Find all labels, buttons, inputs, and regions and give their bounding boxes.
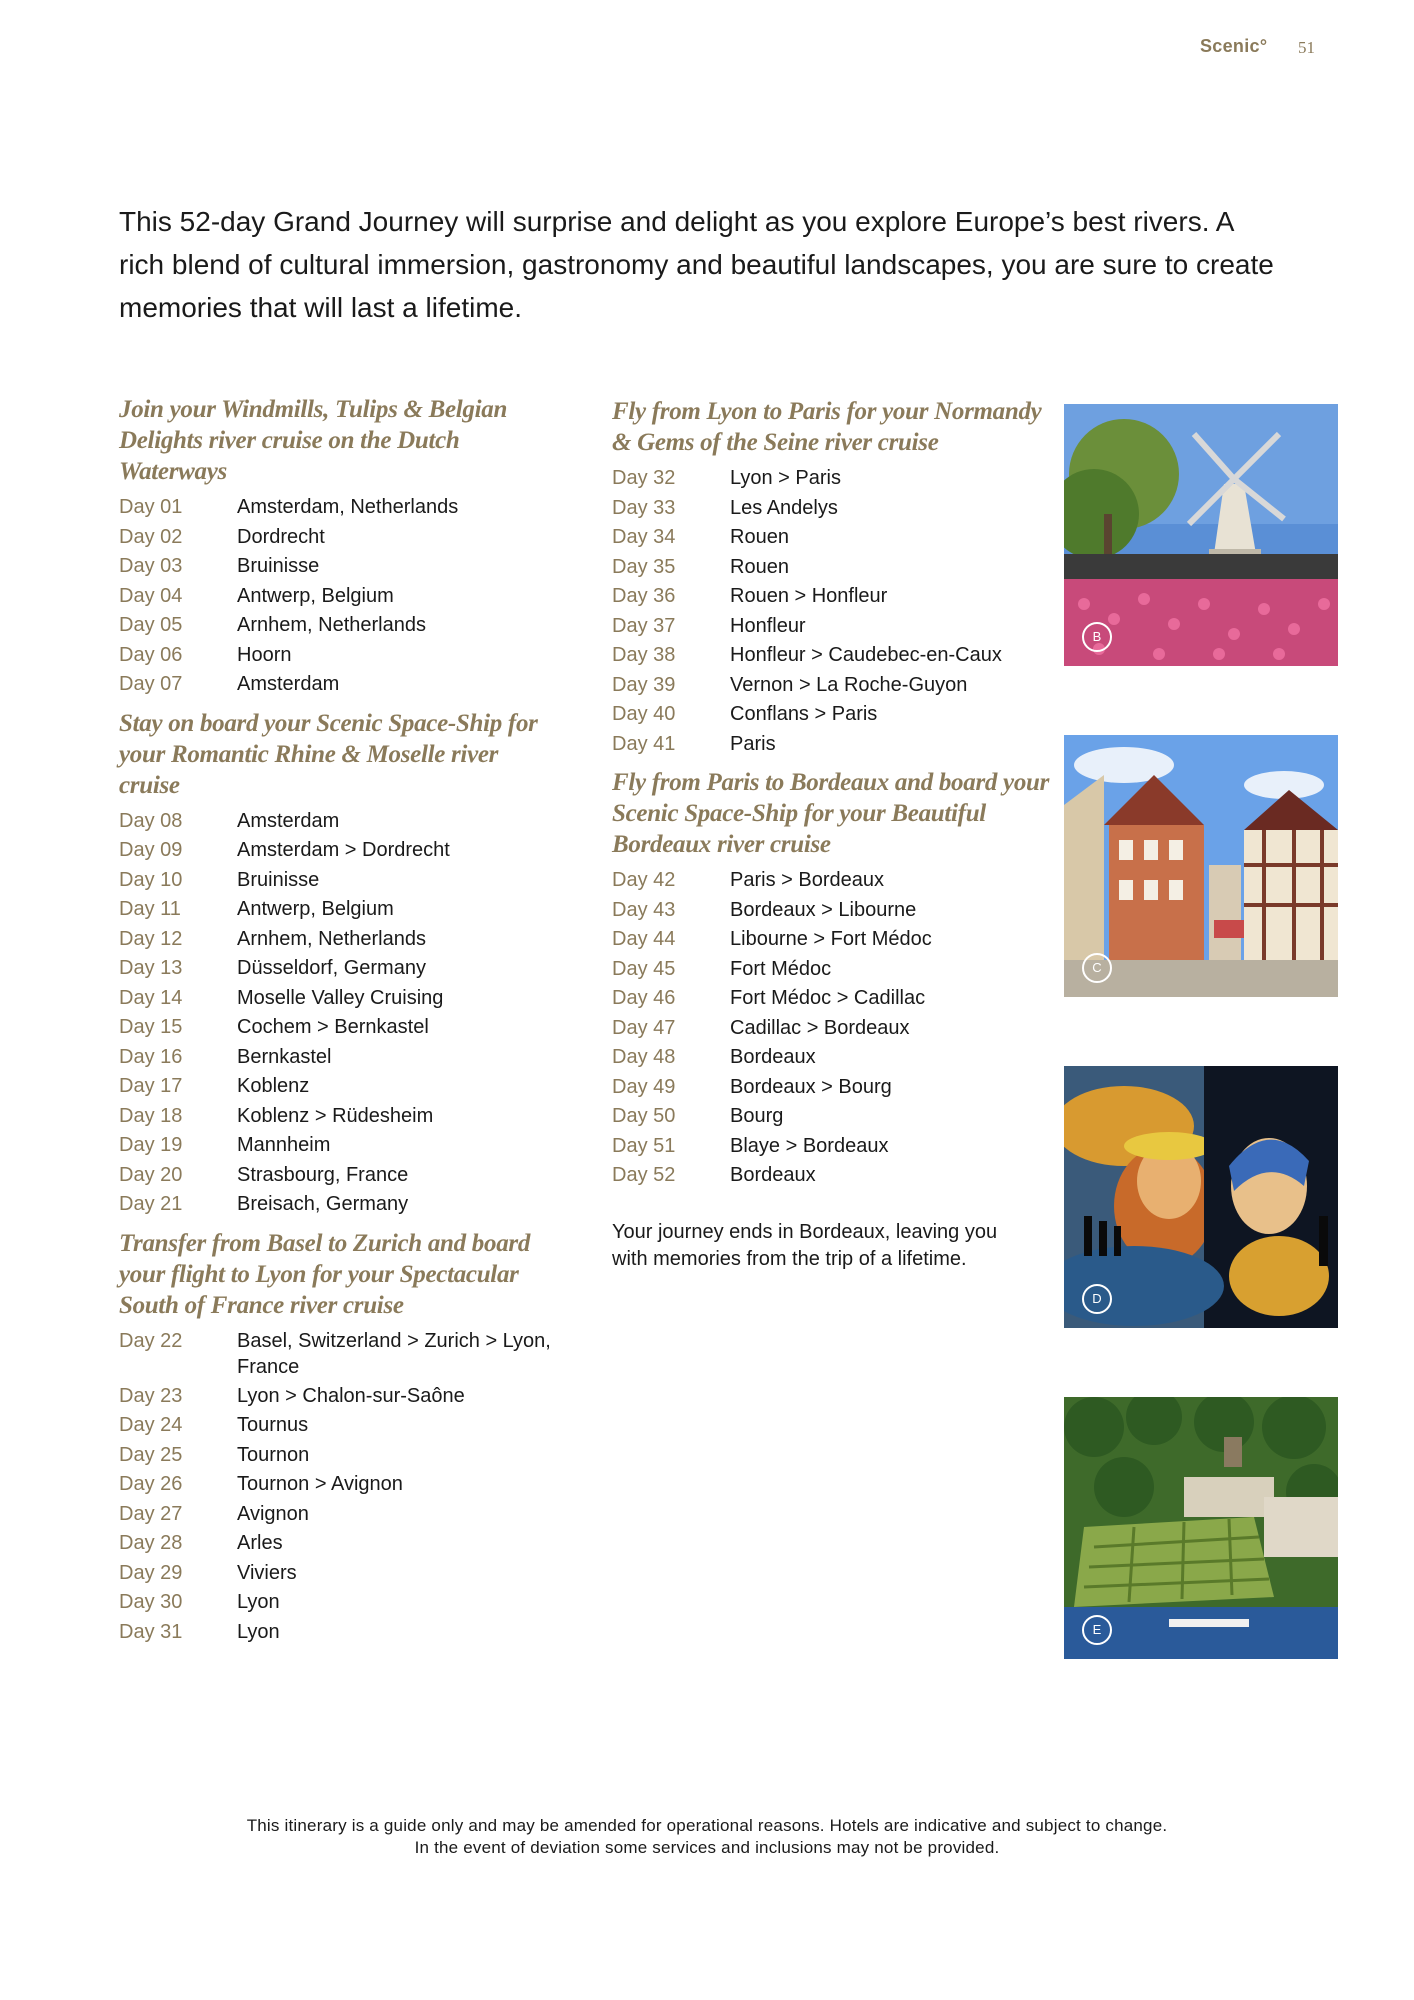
photo-badge: B — [1082, 622, 1112, 652]
day-destination: Tournon > Avignon — [237, 1473, 403, 1495]
itinerary-day-row — [612, 1132, 1052, 1162]
section-title: Join your Windmills, Tulips & Belgian Delights river cruise on the Dutch Waterways — [119, 396, 508, 485]
day-label: Day 13 — [119, 957, 183, 979]
itinerary-day-row — [119, 1327, 559, 1382]
day-list — [119, 807, 559, 1220]
day-label: Day 28 — [119, 1532, 183, 1554]
day-label: Day 19 — [119, 1134, 183, 1156]
itinerary-column-left — [119, 394, 559, 1655]
day-label: Day 06 — [119, 643, 183, 666]
day-label: Day 29 — [119, 1561, 183, 1584]
day-destination: Koblenz — [237, 1075, 310, 1097]
itinerary-day-row — [119, 1131, 559, 1161]
itinerary-day-row — [119, 552, 559, 582]
section-title: Fly from Paris to Bordeaux and board your Scenic Space-Ship for your Beautiful Bordeaux river cruise — [612, 769, 1050, 858]
itinerary-day-row — [612, 523, 1052, 553]
day-destination: Libourne > Fort Médoc — [730, 928, 932, 950]
itinerary-day-row — [612, 1014, 1052, 1044]
disclaimer-line-2: In the event of deviation some services and inclusions may not be provided. — [414, 1838, 1000, 1857]
itinerary-day-row — [119, 1588, 559, 1618]
itinerary-day-row — [612, 984, 1052, 1014]
itinerary-day-row — [119, 1500, 559, 1530]
day-destination: Bordeaux > Bourg — [730, 1075, 892, 1098]
itinerary-day-row — [119, 1441, 559, 1471]
photo-aerial-river — [1064, 1397, 1338, 1659]
photo-badge: E — [1082, 1615, 1112, 1645]
photo-badge: D — [1082, 1284, 1112, 1314]
itinerary-day-row — [119, 807, 559, 837]
itinerary-day-row — [119, 1529, 559, 1559]
day-destination: Paris — [730, 732, 776, 755]
itinerary-day-row — [612, 553, 1052, 583]
day-destination: Strasbourg, France — [237, 1163, 409, 1186]
itinerary-day-row — [119, 1559, 559, 1589]
day-label: Day 39 — [612, 673, 676, 696]
day-destination: Fort Médoc — [730, 957, 832, 980]
day-destination: Arnhem, Netherlands — [237, 614, 426, 636]
day-destination: Moselle Valley Cruising — [237, 986, 444, 1009]
day-label: Day 40 — [612, 703, 676, 725]
day-destination: Amsterdam — [237, 809, 340, 832]
itinerary-day-row — [119, 1411, 559, 1441]
photo-immersive-art — [1064, 1066, 1338, 1328]
day-destination: Bourg — [730, 1105, 784, 1127]
day-label: Day 35 — [612, 555, 676, 578]
day-label: Day 45 — [612, 957, 676, 980]
section-4 — [612, 396, 1052, 759]
section-5 — [612, 767, 1052, 1191]
section-3 — [119, 1228, 559, 1648]
itinerary-day-row — [119, 1072, 559, 1102]
day-label: Day 36 — [612, 585, 676, 607]
day-destination: Bernkastel — [237, 1045, 332, 1068]
itinerary-day-row — [119, 954, 559, 984]
day-label: Day 48 — [612, 1046, 676, 1068]
day-label: Day 49 — [612, 1075, 676, 1098]
day-label: Day 17 — [119, 1075, 183, 1097]
day-label: Day 42 — [612, 869, 676, 891]
itinerary-day-row — [119, 1013, 559, 1043]
disclaimer-line-1: This itinerary is a guide only and may be amended for operational reasons. Hotels are indicative and subject to change. — [246, 1816, 1168, 1835]
itinerary-day-row — [119, 1190, 559, 1220]
day-destination: Avignon — [237, 1502, 309, 1525]
day-destination: Breisach, Germany — [237, 1193, 409, 1215]
itinerary-day-row — [612, 1161, 1052, 1191]
itinerary-day-row — [612, 1102, 1052, 1132]
itinerary-day-row — [612, 671, 1052, 701]
day-label: Day 31 — [119, 1620, 183, 1643]
day-label: Day 10 — [119, 868, 183, 891]
day-list — [612, 464, 1052, 759]
disclaimer-footer — [0, 1815, 1414, 1859]
itinerary-day-row — [119, 984, 559, 1014]
day-label: Day 38 — [612, 644, 676, 666]
day-destination: Rouen — [730, 555, 789, 578]
day-destination: Honfleur — [730, 614, 806, 637]
day-destination: Mannheim — [237, 1134, 331, 1156]
itinerary-day-row — [119, 895, 559, 925]
day-label: Day 22 — [119, 1329, 183, 1352]
day-list — [119, 1327, 559, 1648]
day-label: Day 20 — [119, 1163, 183, 1186]
day-label: Day 25 — [119, 1443, 183, 1466]
day-label: Day 02 — [119, 525, 183, 548]
day-label: Day 05 — [119, 614, 183, 636]
itinerary-day-row — [612, 955, 1052, 985]
day-list — [119, 493, 559, 700]
itinerary-day-row — [119, 1618, 559, 1648]
day-destination: Bruinisse — [237, 868, 320, 891]
itinerary-day-row — [612, 464, 1052, 494]
itinerary-day-row — [119, 1382, 559, 1412]
day-destination: Bruinisse — [237, 555, 320, 577]
day-label: Day 50 — [612, 1105, 676, 1127]
day-label: Day 07 — [119, 673, 183, 695]
day-label: Day 30 — [119, 1591, 183, 1613]
day-destination: Vernon > La Roche-Guyon — [730, 673, 968, 696]
day-label: Day 04 — [119, 584, 183, 607]
day-label: Day 12 — [119, 927, 183, 950]
day-destination: Basel, Switzerland > Zurich > Lyon, France — [237, 1329, 551, 1378]
day-label: Day 37 — [612, 614, 676, 637]
day-destination: Honfleur > Caudebec-en-Caux — [730, 644, 1002, 666]
itinerary-day-row — [119, 1102, 559, 1132]
itinerary-day-row — [612, 1073, 1052, 1103]
day-label: Day 11 — [119, 898, 181, 920]
day-label: Day 33 — [612, 496, 676, 519]
day-destination: Rouen — [730, 526, 789, 548]
day-destination: Bordeaux — [730, 1164, 816, 1186]
day-destination: Amsterdam — [237, 673, 340, 695]
day-label: Day 47 — [612, 1016, 676, 1039]
day-destination: Lyon > Paris — [730, 467, 841, 489]
brand-name: Scenic° — [1200, 36, 1268, 56]
day-destination: Fort Médoc > Cadillac — [730, 987, 926, 1009]
intro-paragraph: This 52-day Grand Journey will surprise and delight as you explore Europe’s best rivers. A rich blend of cultural immersion, gastronomy and beautiful landscapes, you are sure to create memories that will last a lifetime. — [119, 206, 1274, 323]
itinerary-day-row — [612, 582, 1052, 612]
itinerary-day-row — [119, 670, 559, 700]
day-label: Day 32 — [612, 467, 676, 489]
day-destination: Viviers — [237, 1561, 297, 1584]
day-destination: Bordeaux > Libourne — [730, 898, 917, 921]
itinerary-day-row — [119, 523, 559, 553]
itinerary-day-row — [612, 866, 1052, 896]
day-destination: Amsterdam, Netherlands — [237, 496, 459, 518]
day-label: Day 21 — [119, 1193, 183, 1215]
day-label: Day 46 — [612, 987, 676, 1009]
day-destination: Les Andelys — [730, 496, 838, 519]
day-destination: Blaye > Bordeaux — [730, 1134, 889, 1157]
day-label: Day 16 — [119, 1045, 183, 1068]
itinerary-day-row — [612, 700, 1052, 730]
section-title: Transfer from Basel to Zurich and board your flight to Lyon for your Spectacular South of France river cruise — [119, 1229, 531, 1319]
day-label: Day 43 — [612, 898, 676, 921]
day-destination: Tournus — [237, 1414, 309, 1436]
itinerary-day-row — [119, 493, 559, 523]
photo-windmill-tulips — [1064, 404, 1338, 666]
day-label: Day 03 — [119, 555, 183, 577]
day-label: Day 08 — [119, 809, 183, 832]
day-label: Day 14 — [119, 986, 183, 1009]
itinerary-day-row — [119, 1161, 559, 1191]
photo-half-timbered-town — [1064, 735, 1338, 997]
day-destination: Antwerp, Belgium — [237, 584, 394, 607]
itinerary-day-row — [119, 836, 559, 866]
day-destination: Dordrecht — [237, 525, 325, 548]
itinerary-day-row — [119, 611, 559, 641]
day-destination: Düsseldorf, Germany — [237, 957, 426, 979]
section-2 — [119, 708, 559, 1220]
itinerary-day-row — [612, 494, 1052, 524]
itinerary-day-row — [612, 925, 1052, 955]
itinerary-day-row — [119, 1470, 559, 1500]
itinerary-day-row — [119, 1043, 559, 1073]
day-destination: Paris > Bordeaux — [730, 869, 884, 891]
day-destination: Lyon — [237, 1591, 280, 1613]
itinerary-day-row — [612, 896, 1052, 926]
section-title: Fly from Lyon to Paris for your Normandy & Gems of the Seine river cruise — [612, 398, 1042, 456]
itinerary-day-row — [612, 1043, 1052, 1073]
itinerary-day-row — [612, 612, 1052, 642]
day-destination: Bordeaux — [730, 1046, 816, 1068]
day-list — [612, 866, 1052, 1191]
photo-badge: C — [1082, 953, 1112, 983]
section-title: Stay on board your Scenic Space-Ship for your Romantic Rhine & Moselle river cruise — [119, 709, 538, 799]
day-label: Day 23 — [119, 1384, 183, 1407]
day-destination: Lyon > Chalon-sur-Saône — [237, 1384, 465, 1407]
day-label: Day 44 — [612, 928, 676, 950]
day-destination: Hoorn — [237, 643, 292, 666]
itinerary-day-row — [119, 866, 559, 896]
day-destination: Amsterdam > Dordrecht — [237, 839, 450, 861]
itinerary-day-row — [612, 641, 1052, 671]
itinerary-column-middle — [612, 396, 1052, 1293]
closing-paragraph: Your journey ends in Bordeaux, leaving you with memories from the trip of a lifetime. — [612, 1220, 998, 1270]
day-destination: Antwerp, Belgium — [237, 898, 394, 920]
itinerary-day-row — [119, 582, 559, 612]
day-label: Day 09 — [119, 839, 183, 861]
day-label: Day 34 — [612, 526, 676, 548]
day-label: Day 52 — [612, 1164, 676, 1186]
day-label: Day 24 — [119, 1414, 183, 1436]
day-destination: Cadillac > Bordeaux — [730, 1016, 910, 1039]
itinerary-day-row — [612, 730, 1052, 760]
section-1 — [119, 394, 559, 700]
itinerary-day-row — [119, 641, 559, 671]
day-destination: Lyon — [237, 1620, 280, 1643]
day-destination: Arnhem, Netherlands — [237, 927, 426, 950]
day-label: Day 51 — [612, 1134, 676, 1157]
day-destination: Cochem > Bernkastel — [237, 1016, 429, 1038]
day-label: Day 26 — [119, 1473, 183, 1495]
day-destination: Tournon — [237, 1443, 310, 1466]
day-destination: Conflans > Paris — [730, 703, 878, 725]
itinerary-day-row — [119, 925, 559, 955]
page-number: 51 — [1298, 38, 1315, 57]
day-destination: Koblenz > Rüdesheim — [237, 1104, 434, 1127]
day-label: Day 15 — [119, 1016, 183, 1038]
day-label: Day 01 — [119, 496, 183, 518]
day-destination: Rouen > Honfleur — [730, 585, 888, 607]
day-label: Day 27 — [119, 1502, 183, 1525]
day-destination: Arles — [237, 1532, 283, 1554]
day-label: Day 41 — [612, 732, 676, 755]
day-label: Day 18 — [119, 1104, 183, 1127]
